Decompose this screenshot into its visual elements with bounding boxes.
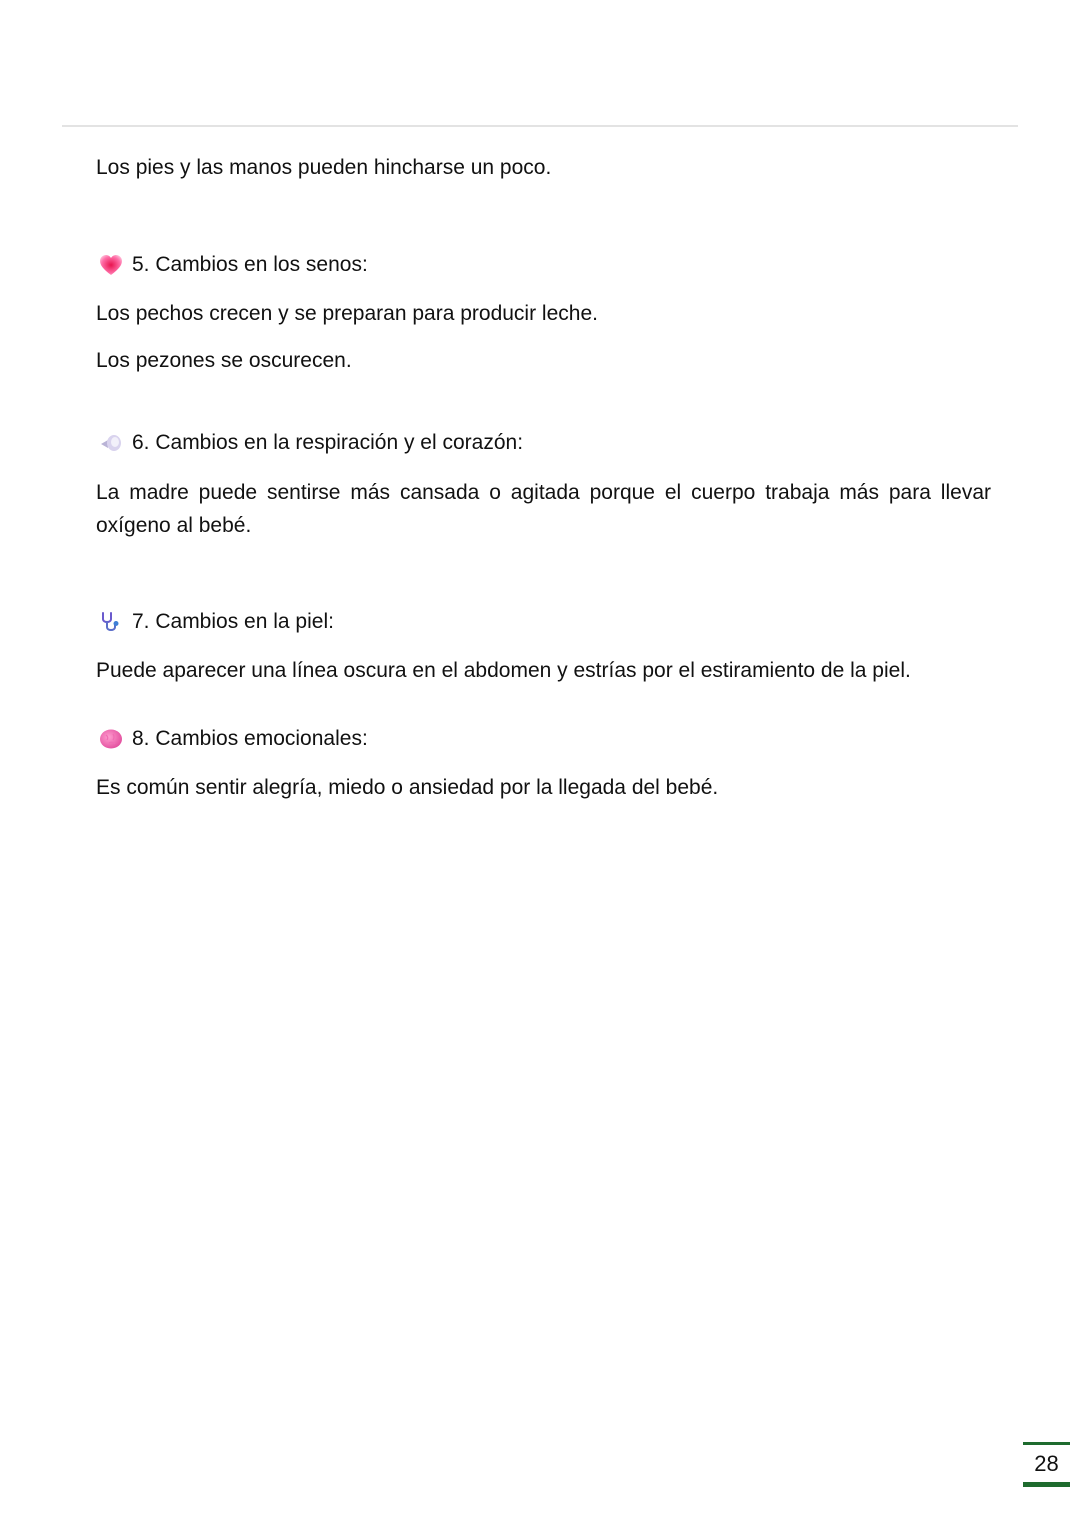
- paragraph: La madre puede sentirse más cansada o agitada porque el cuerpo trabaja más para llevar oxígeno al bebé.: [96, 481, 991, 537]
- pink-heart-icon: [98, 252, 124, 278]
- paragraph: Los pezones se oscurecen.: [96, 349, 352, 372]
- section-heading-emotions: [98, 724, 368, 754]
- page-number: [1023, 1442, 1070, 1488]
- page-number-bottom-bar: [1023, 1482, 1070, 1487]
- stethoscope-icon: [98, 609, 124, 635]
- section-heading-breathing: [98, 428, 523, 458]
- paragraph: Los pechos crecen y se preparan para producir leche.: [96, 302, 598, 325]
- paragraph-swelling: Los pies y las manos pueden hincharse un poco.: [96, 156, 552, 179]
- header-divider: [62, 125, 1018, 127]
- section-title: 8. Cambios emocionales:: [132, 727, 368, 750]
- paragraph: Puede aparecer una línea oscura en el abdomen y estrías por el estiramiento de la piel.: [96, 659, 911, 682]
- page-number-top-bar: [1023, 1442, 1070, 1445]
- brain-icon: [98, 726, 124, 752]
- section-title: 6. Cambios en la respiración y el corazón:: [132, 431, 524, 454]
- section-title: 7. Cambios en la piel:: [132, 610, 334, 633]
- section-heading-skin: [98, 607, 334, 637]
- section-heading-breasts: [98, 250, 368, 280]
- page-number-label: 28: [1034, 1451, 1059, 1476]
- paragraph: Es común sentir alegría, miedo o ansiedad por la llegada del bebé.: [96, 776, 719, 799]
- lungs-icon: [98, 430, 124, 456]
- section-title: 5. Cambios en los senos:: [132, 253, 368, 276]
